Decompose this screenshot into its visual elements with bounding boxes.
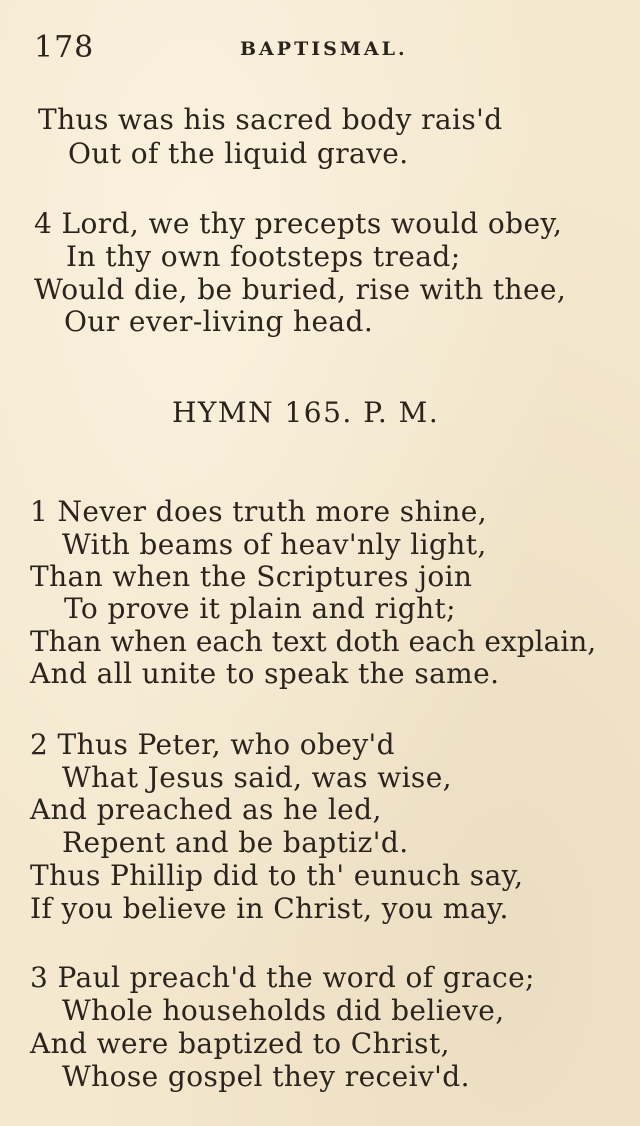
verse-line: And preached as he led, [30, 793, 382, 826]
verse-line: 3 Paul preach'd the word of grace; [30, 961, 535, 994]
verse-line: And were baptized to Christ, [30, 1027, 450, 1060]
verse-line: Out of the liquid grave. [68, 137, 409, 170]
verse-line: Whole households did believe, [62, 994, 505, 1027]
verse-line: If you believe in Christ, you may. [30, 892, 509, 925]
page-number: 178 [34, 30, 95, 65]
verse-line: With beams of heav'nly light, [62, 528, 487, 561]
verse-line: 2 Thus Peter, who obey'd [30, 728, 395, 761]
page-header [34, 30, 594, 66]
verse-line: In thy own footsteps tread; [66, 240, 461, 273]
verse-line: Than when the Scriptures join [30, 560, 473, 593]
verse-line: What Jesus said, was wise, [62, 761, 452, 794]
verse-line: Whose gospel they receiv'd. [62, 1060, 470, 1093]
verse-line: Thus was his sacred body rais'd [38, 103, 503, 136]
verse-line: Our ever-living head. [64, 305, 374, 338]
verse-line: Repent and be baptiz'd. [62, 826, 409, 859]
verse-line: Than when each text doth each explain, [30, 625, 597, 658]
verse-line: Would die, be buried, rise with thee, [34, 273, 567, 306]
hymn-title: HYMN 165. P. M. [172, 396, 440, 429]
verse-line: 4 Lord, we thy precepts would obey, [34, 207, 563, 240]
running-head: BAPTISMAL. [240, 38, 408, 60]
verse-line: Thus Phillip did to th' eunuch say, [30, 859, 524, 892]
verse-line: To prove it plain and right; [64, 592, 457, 625]
verse-line: And all unite to speak the same. [30, 657, 500, 690]
verse-line: 1 Never does truth more shine, [30, 495, 488, 528]
